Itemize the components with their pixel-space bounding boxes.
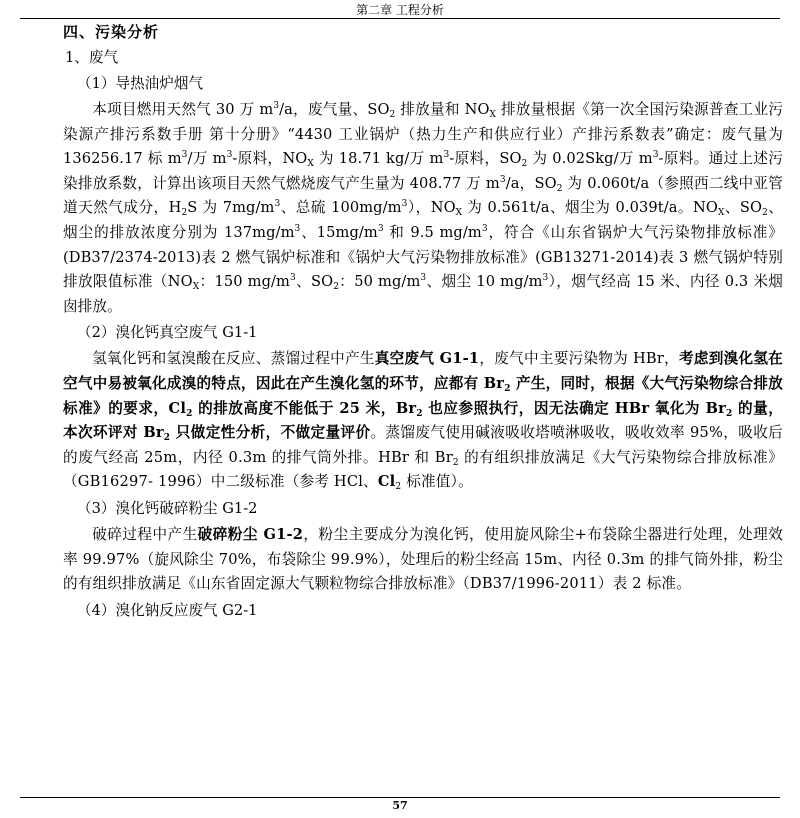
- page-number: 57: [392, 799, 408, 812]
- section-heading: 四、污染分析: [63, 23, 160, 41]
- item-title-4: （4）溴化钠反应废气 G2-1: [77, 601, 258, 619]
- item-title-2: （2）溴化钙真空废气 G1-1: [77, 324, 258, 342]
- subsection-heading: 1、废气: [65, 49, 119, 66]
- page-header: 第二章 工程分析: [356, 3, 444, 17]
- paragraph-3: 破碎过程中产生破碎粉尘 G1-2，粉尘主要成分为溴化钙，使用旋风除尘+布袋除尘器进行处理，处理效率 99.97%（旋风除尘 70%，布袋除尘 99.9%），处理后的粉尘经高 15m、内径 0.3m 的排气筒外排，粉尘的有组织排放满足《山东省固定源大气颗粒物综合排放标准》（DB37/1996-2011）表 2 标准。: [63, 525, 783, 593]
- paragraph-2: 氢氧化钙和氢溴酸在反应、蒸馏过程中产生真空废气 G1-1，废气中主要污染物为 HBr，考虑到溴化氢在空气中易被氧化成溴的特点，因此在产生溴化氢的环节，应都有 $Br_2$ 产生，同时，根据《大气污染物综合排放标准》的要求，$Cl_2$ 的排放高度不能低于 25 米，$Br_2$ 也应参照执行，因无法确定 HBr 氧化为 $Br_2$ 的量，本次环评对 $Br_2$ 只做定性分析，不做定量评价。蒸馏废气使用碱液吸收塔喷淋吸收，吸收效率 95%，吸收后的废气经高 25m，内径 0.3m 的排气筒外排。HBr 和 $Br_2$ 的有组织排放满足《大气污染物综合排放标准》（GB16297- 1996）中二级标准（参考 HCl、$Cl_2$ 标准值）。: [63, 350, 783, 493]
- item-title-1: （1）导热油炉烟气: [77, 75, 204, 92]
- document-body: [63, 18, 783, 625]
- paragraph-1: 本项目燃用天然气 30 万 $m^3/a$，废气量、$SO_2$ 排放量和 $NO_X$ 排放量根据《第一次全国污染源普查工业污染源产排污系数手册 第十分册》“4430 工业锅炉（热力生产和供应行业）产排污系数表”确定：废气量为 136256.17 标 $m^3/$万 $m^3-$原料，$NO_X$ 为 18.71 kg/万 $m^3-$原料，$SO_2$ 为 0.02Skg/万 $m^3-$原料。通过上述污染排放系数，计算出该项目天然气燃烧废气产生量为 408.77 万 $m^3/a$，$SO_2$ 为 0.060t/a（参照西二线中亚管道天然气成分，$H_2S$ 为 $7mg/m^3$、总硫 $100mg/m^3$），$NO_X$ 为 0.561t/a、烟尘为 0.039t/a。$NO_X$、$SO_2$、烟尘的排放浓度分别为 $137mg/m^3$、$15mg/m^3$ 和 9.5 $mg/m^3$，符合《山东省锅炉大气污染物排放标准》(DB37/2374-2013)表 2 燃气锅炉标准和《锅炉大气污染物排放标准》(GB13271-2014)表 3 燃气锅炉特别排放限值标准（$NO_X$：150 $mg/m^3$、$SO_2$：50 $mg/m^3$、烟尘 10 $mg/m^3$），烟气经高 15 米、内径 0.3 米烟囱排放。: [63, 101, 784, 315]
- item-title-3: （3）溴化钙破碎粉尘 G1-2: [77, 499, 258, 517]
